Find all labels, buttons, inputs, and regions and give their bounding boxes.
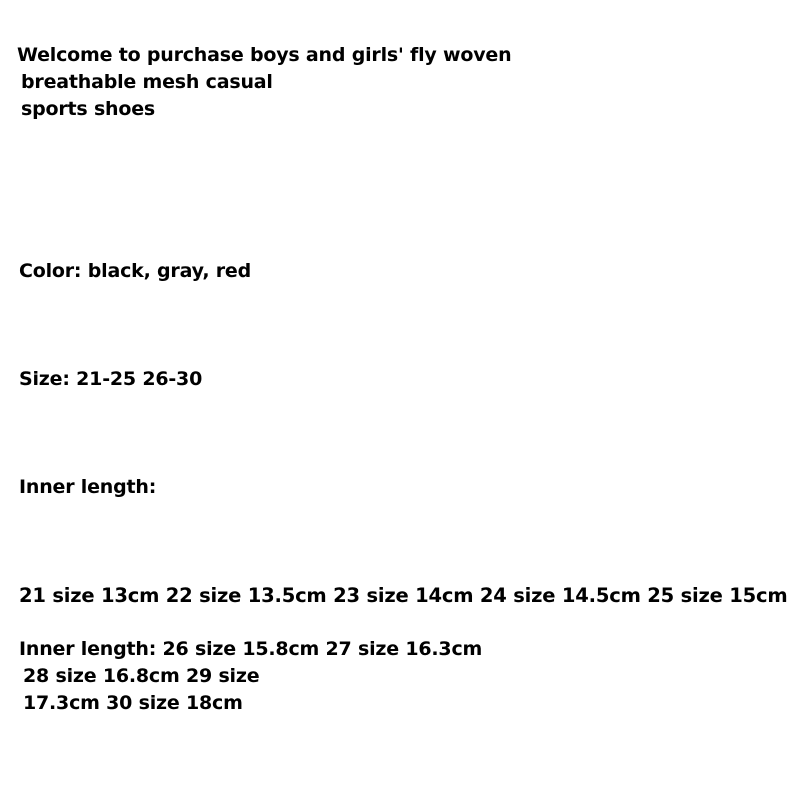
color-info: Color: black, gray, red (19, 260, 252, 282)
size-chart-line-4: 17.3cm 30 size 18cm (23, 692, 243, 714)
size-chart-line-2: Inner length: 26 size 15.8cm 27 size 16.3cm (19, 638, 483, 660)
product-title-line-2: breathable mesh casual (21, 71, 273, 93)
inner-length-heading: Inner length: (19, 476, 157, 498)
size-chart-line-1: 21 size 13cm 22 size 13.5cm 23 size 14cm 24 size 14.5cm 25 size 15cm (19, 584, 788, 607)
product-title-line-3: sports shoes (21, 98, 156, 120)
size-info: Size: 21-25 26-30 (19, 368, 203, 390)
size-chart-line-3: 28 size 16.8cm 29 size (23, 665, 260, 687)
product-title-line-1: Welcome to purchase boys and girls' fly woven (17, 44, 512, 66)
